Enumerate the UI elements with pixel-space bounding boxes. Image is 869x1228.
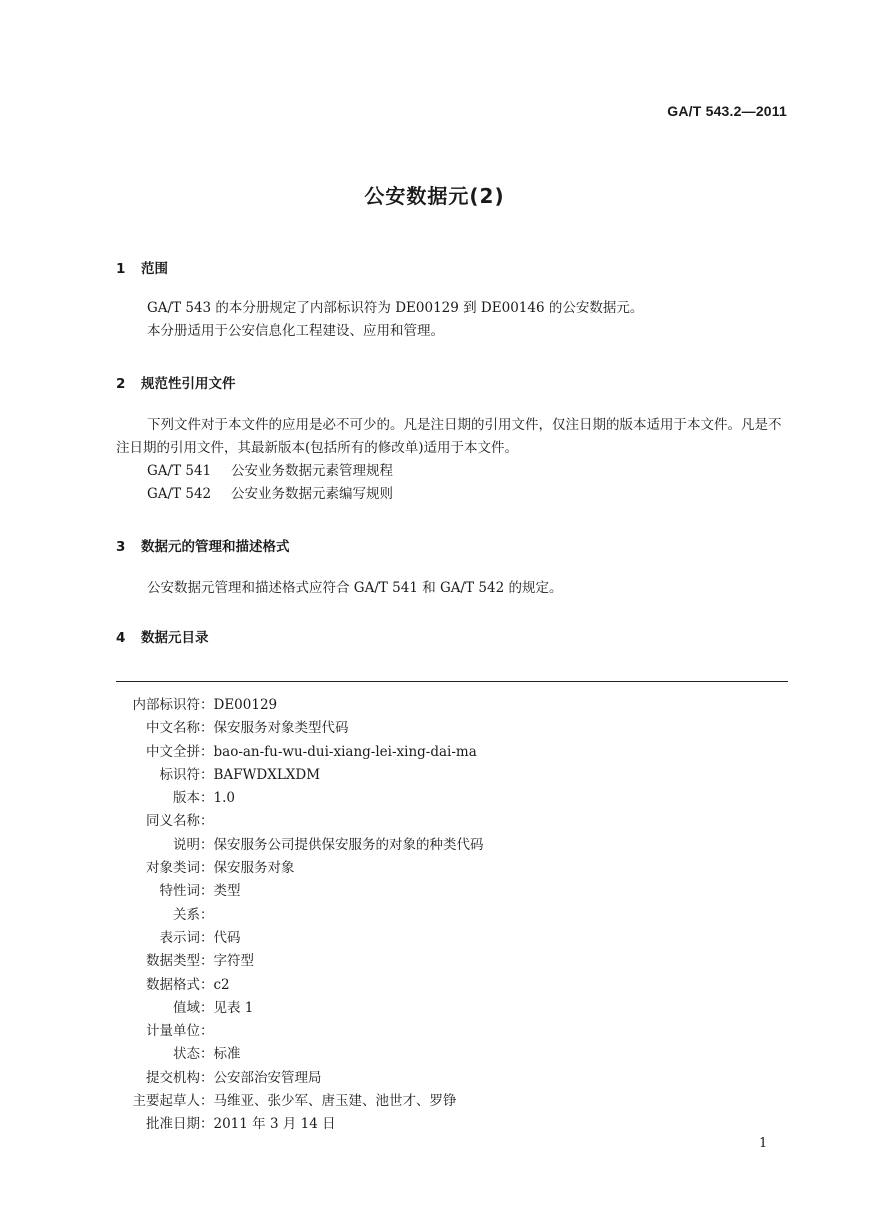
field-value: BAFWDXLXDM [213,766,321,783]
section-number: 1 [116,261,126,277]
entry-row-value-domain: 值域：见表 1 [116,997,788,1020]
entry-row-chinese-name: 中文名称：保安服务对象类型代码 [116,717,788,740]
reference-code: GA/T 542 [147,486,212,502]
entry-row-identifier: 标识符：BAFWDXLXDM [116,764,788,787]
field-value: 保安服务对象类型代码 [213,720,349,737]
reference-name: 公安业务数据元素编写规则 [231,486,393,502]
section-2-body [116,414,790,506]
entry-row-drafters: 主要起草人：马维亚、张少军、唐玉建、池世才、罗铮 [116,1090,788,1113]
section-title: 规范性引用文件 [141,376,236,392]
section-number: 3 [116,539,126,555]
field-label: 中文全拼 [146,743,200,760]
section-title: 数据元目录 [141,630,209,646]
section-4-heading [116,626,209,646]
section-3-body [116,577,790,600]
section-1-heading [116,257,168,277]
field-label: 批准日期 [146,1116,200,1133]
field-label: 特性词 [159,883,200,900]
field-value: 保安服务公司提供保安服务的对象的种类代码 [213,836,484,853]
section-title: 数据元的管理和描述格式 [141,539,290,555]
field-label: 关系 [173,906,200,923]
entry-row-internal-id: 内部标识符：DE00129 [116,694,788,717]
field-value: 1.0 [213,790,235,807]
field-value: 字符型 [213,953,254,970]
entry-row-version: 版本：1.0 [116,787,788,810]
paragraph: 下列文件对于本文件的应用是必不可少的。凡是注日期的引用文件，仅注日期的版本适用于本文件。凡是不注日期的引用文件，其最新版本(包括所有的修改单)适用于本文件。 [116,417,782,456]
horizontal-rule [116,681,788,682]
entry-row-object-class: 对象类词：保安服务对象 [116,857,788,880]
field-label: 计量单位 [146,1023,200,1040]
field-label: 主要起草人 [132,1093,200,1110]
entry-row-pinyin: 中文全拼：bao-an-fu-wu-dui-xiang-lei-xing-dai-ma [116,741,788,764]
field-label: 标识符 [159,766,200,783]
paragraph: 本分册适用于公安信息化工程建设、应用和管理。 [147,323,444,339]
section-number: 4 [116,630,126,646]
field-value: bao-an-fu-wu-dui-xiang-lei-xing-dai-ma [213,743,477,760]
paragraph: 公安数据元管理和描述格式应符合 GA/T 541 和 GA/T 542 的规定。 [147,580,563,596]
field-label: 数据格式 [146,976,200,993]
field-label: 内部标识符 [132,697,200,713]
entry-row-property: 特性词：类型 [116,880,788,903]
section-number: 2 [116,376,126,392]
field-value: 公安部治安管理局 [213,1069,322,1086]
entry-row-data-type: 数据类型：字符型 [116,950,788,973]
field-label: 值域 [173,999,200,1016]
reference-name: 公安业务数据元素管理规程 [231,463,393,479]
section-3-heading [116,535,290,555]
section-title: 范围 [141,261,168,277]
field-value: DE00129 [213,697,278,713]
field-label: 中文名称 [146,720,200,737]
entry-row-unit: 计量单位： [116,1020,788,1043]
field-label: 对象类词 [146,860,200,877]
document-title: 公安数据元(2) [364,184,505,208]
entry-row-data-format: 数据格式：c2 [116,974,788,997]
entry-row-approval-date: 批准日期：2011 年 3 月 14 日 [116,1113,788,1136]
field-value: 代码 [213,929,241,946]
field-label: 同义名称 [146,813,200,830]
field-value: 马维亚、张少军、唐玉建、池世才、罗铮 [213,1093,457,1110]
section-1-body [116,297,790,343]
reference-code: GA/T 541 [147,463,212,479]
field-value: 标准 [213,1046,241,1063]
field-label: 说明 [173,836,200,853]
field-value: 见表 1 [213,999,254,1016]
standard-code: GA/T 543.2—2011 [667,103,787,119]
entry-row-synonym: 同义名称： [116,810,788,833]
field-value: 保安服务对象 [213,860,295,877]
field-label: 版本 [173,790,200,807]
paragraph: GA/T 543 的本分册规定了内部标识符为 DE00129 到 DE00146 的公安数据元。 [147,300,644,316]
field-label: 数据类型 [146,953,200,970]
page-number: 1 [759,1136,768,1151]
field-label: 提交机构 [146,1069,200,1086]
reference-item [116,460,790,483]
field-value: c2 [213,976,230,993]
reference-item [116,483,790,506]
entry-row-description: 说明：保安服务公司提供保安服务的对象的种类代码 [116,834,788,857]
entry-row-representation: 表示词：代码 [116,927,788,950]
field-label: 表示词 [159,929,200,946]
entry-row-submitting-org: 提交机构：公安部治安管理局 [116,1067,788,1090]
data-element-entry [116,694,788,1137]
entry-row-relation: 关系： [116,904,788,927]
field-label: 状态 [173,1046,200,1063]
field-value: 类型 [213,883,241,900]
field-value: 2011 年 3 月 14 日 [213,1116,336,1133]
section-2-heading [116,372,236,392]
entry-row-status: 状态：标准 [116,1043,788,1066]
